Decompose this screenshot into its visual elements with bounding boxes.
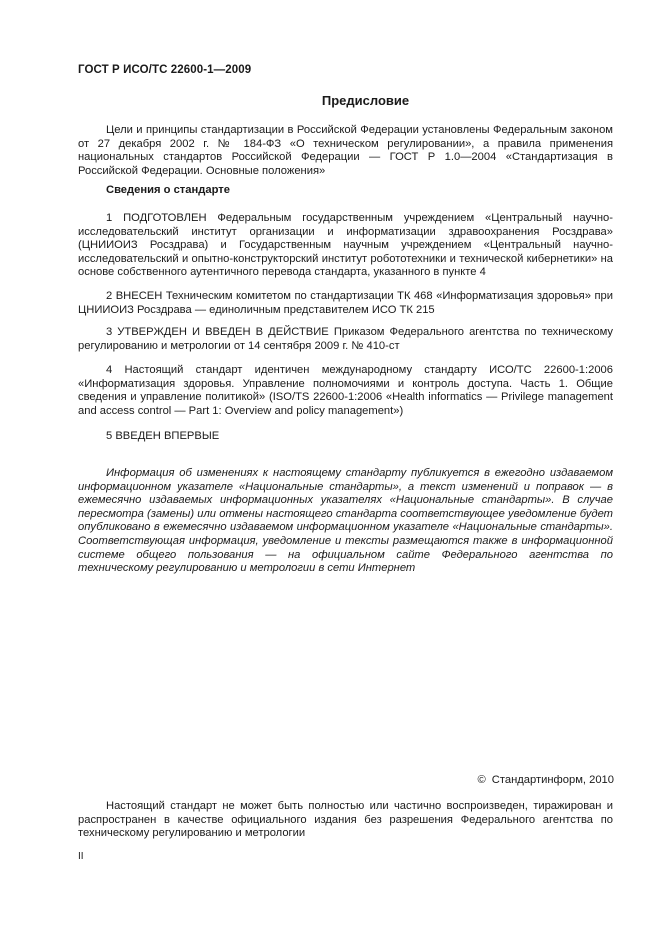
preface-title: Предисловие xyxy=(321,93,410,108)
document-header: ГОСТ Р ИСО/ТС 22600-1—2009 xyxy=(78,64,252,76)
standard-info-heading: Сведения о стандарте xyxy=(106,184,230,196)
standard-info-item-5: 5 ВВЕДЕН ВПЕРВЫЕ xyxy=(106,430,220,442)
page-number: II xyxy=(78,851,84,862)
standard-info-item-1: 1 ПОДГОТОВЛЕН Федеральным государственным учреждением «Центральный научно-исследовательский институт организации и информатизации здравоохранения Росздрава» (ЦНИИОИЗ Росздрава) и Государственным научным учреждением «Центральный научно-исследовательский и опытно-конструкторский институт робототехники и технической кибернетики» на основе собственного аутентичного перевода стандарта, указанного в пункте 4 xyxy=(78,212,613,279)
standard-info-item-4: 4 Настоящий стандарт идентичен международному стандарту ИСО/ТС 22600-1:2006 «Информатизация здоровья. Управление полномочиями и контроль доступа. Часть 1. Общие сведения и управление политикой» (ISO/TS 22600-1:2006 «Health informatics — Privilege management and access control — Part 1: Overview and policy management») xyxy=(78,364,613,417)
standard-info-item-3: 3 УТВЕРЖДЕН И ВВЕДЕН В ДЕЙСТВИЕ Приказом Федерального агентства по техническому регулированию и метрологии от 14 сентября 2009 г. № 410-ст xyxy=(78,326,613,352)
preface-intro: Цели и принципы стандартизации в Российской Федерации установлены Федеральным законом от 27 декабря 2002 г. № 184-ФЗ «О техническом регулировании», а правила применения национальных стандартов Российской Федерации — ГОСТ Р 1.0—2004 «Стандартизация в Российской Федерации. Основные положения» xyxy=(78,124,613,177)
copyright-text: Стандартинформ, 2010 xyxy=(491,774,614,786)
reproduction-note: Настоящий стандарт не может быть полностью или частично воспроизведен, тиражирован и распространен в качестве официального издания без разрешения Федерального агентства по техническому регулированию и метрологии xyxy=(78,800,613,840)
standard-info-item-2: 2 ВНЕСЕН Техническим комитетом по стандартизации ТК 468 «Информатизация здоровья» при ЦНИИОИЗ Росздрава — единоличным представителем ИСО ТК 215 xyxy=(78,290,613,316)
copyright-line xyxy=(478,774,614,788)
publication-notice: Информация об изменениях к настоящему стандарту публикуется в ежегодно издаваемом информационном указателе «Национальные стандарты», а текст изменений и поправок — в ежемесячно издаваемых информационных указателях «Национальные стандарты». В случае пересмотра (замены) или отмены настоящего стандарта соответствующее уведомление будет опубликовано в ежемесячно издаваемом информационном указателе «Национальные стандарты». Соответствующая информация, уведомление и тексты размещаются также в информационной системе общего пользования — на официальном сайте Федерального агентства по техническому регулированию и метрологии в сети Интернет xyxy=(78,467,613,575)
copyright-symbol: © xyxy=(477,774,486,786)
